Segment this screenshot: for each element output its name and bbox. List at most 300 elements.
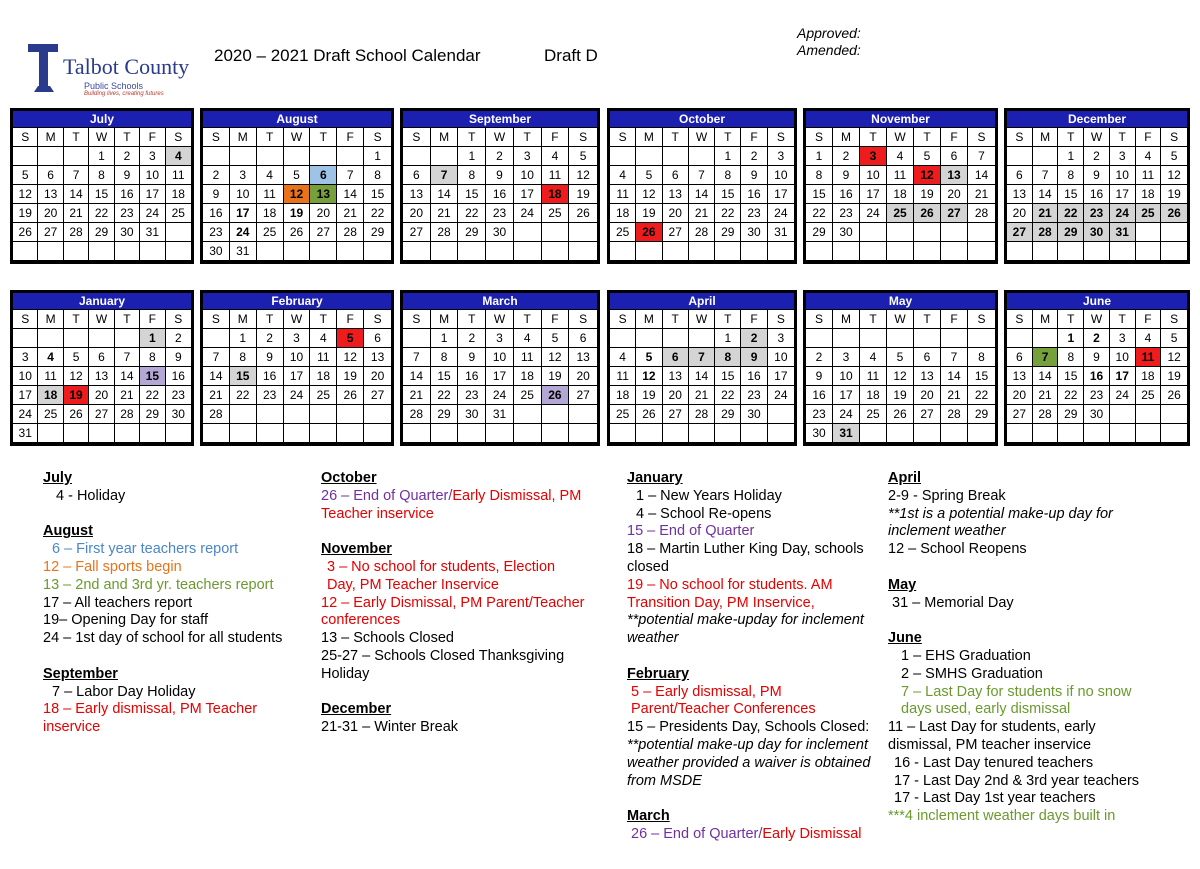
weekday-label: T <box>64 310 89 329</box>
empty-day-cell <box>203 424 230 443</box>
empty-day-cell <box>569 223 597 242</box>
march-heading: March <box>627 808 670 825</box>
month-days-grid <box>403 128 597 261</box>
weekday-label: F <box>337 128 364 147</box>
day-cell: 9 <box>806 367 833 386</box>
weekday-label: W <box>89 310 114 329</box>
day-cell: 25 <box>257 223 284 242</box>
day-cell: 2 <box>257 329 284 348</box>
may-note: 31 – Memorial Day <box>892 594 1014 611</box>
day-cell: 21 <box>203 386 230 405</box>
day-cell: 1 <box>1058 147 1084 166</box>
august-note: 17 – All teachers report <box>43 594 193 611</box>
day-cell: 11 <box>257 185 284 204</box>
day-cell: 18 <box>1136 367 1162 386</box>
day-cell: 1 <box>89 147 114 166</box>
weekday-label: T <box>115 128 140 147</box>
day-cell: 1 <box>230 329 257 348</box>
day-cell: 18 <box>166 185 191 204</box>
january-note: 4 – School Re-opens <box>636 505 772 522</box>
day-cell: 22 <box>364 204 391 223</box>
day-cell: 6 <box>914 348 941 367</box>
april-note: 12 – School Reopens <box>888 541 1027 558</box>
day-cell: 27 <box>1007 405 1033 424</box>
empty-day-cell <box>13 147 38 166</box>
day-cell: 8 <box>89 166 114 185</box>
day-cell: 26 <box>636 405 662 424</box>
day-cell: 20 <box>1007 204 1033 223</box>
weekday-label: M <box>1033 310 1059 329</box>
empty-day-cell <box>1110 242 1136 261</box>
day-cell: 30 <box>458 405 486 424</box>
day-cell: 4 <box>610 166 636 185</box>
day-cell: 13 <box>38 185 63 204</box>
day-cell: 26 <box>337 386 364 405</box>
june-note: 11 – Last Day for students, early dismissal, PM teacher inservice <box>888 719 1096 753</box>
weekday-label: S <box>364 128 391 147</box>
day-cell: 16 <box>1084 185 1110 204</box>
day-cell: 16 <box>833 185 860 204</box>
day-cell: 29 <box>140 405 165 424</box>
weekday-label: S <box>768 128 794 147</box>
day-cell: 24 <box>230 223 257 242</box>
day-cell: 2 <box>458 329 486 348</box>
weekday-label: F <box>1136 310 1162 329</box>
empty-day-cell <box>860 329 887 348</box>
weekday-label: S <box>610 310 636 329</box>
month-days-grid <box>203 310 391 443</box>
day-cell: 25 <box>38 405 63 424</box>
month-title: April <box>610 293 794 310</box>
empty-day-cell <box>1058 242 1084 261</box>
day-cell: 15 <box>1058 367 1084 386</box>
empty-day-cell <box>1161 405 1187 424</box>
day-cell: 1 <box>458 147 486 166</box>
day-cell: 13 <box>941 166 968 185</box>
day-cell: 17 <box>768 185 794 204</box>
weekday-label: W <box>486 310 514 329</box>
day-cell: 25 <box>860 405 887 424</box>
day-cell: 6 <box>941 147 968 166</box>
day-cell: 13 <box>663 367 689 386</box>
day-cell: 2 <box>806 348 833 367</box>
day-cell: 26 <box>1161 386 1187 405</box>
day-cell: 20 <box>403 204 431 223</box>
day-cell: 7 <box>64 166 89 185</box>
day-cell: 21 <box>431 204 459 223</box>
day-cell: 12 <box>1161 348 1187 367</box>
day-cell: 22 <box>968 386 995 405</box>
day-cell: 17 <box>486 367 514 386</box>
day-cell: 25 <box>514 386 542 405</box>
empty-day-cell <box>941 424 968 443</box>
empty-day-cell <box>89 329 114 348</box>
weekday-label: F <box>542 128 570 147</box>
day-cell: 31 <box>13 424 38 443</box>
weekday-label: M <box>38 310 63 329</box>
weekday-label: S <box>569 128 597 147</box>
weekday-label: W <box>887 128 914 147</box>
april-heading: April <box>888 470 922 486</box>
day-cell: 26 <box>542 386 570 405</box>
day-cell: 8 <box>431 348 459 367</box>
empty-day-cell <box>1007 424 1033 443</box>
weekday-label: S <box>13 310 38 329</box>
day-cell: 25 <box>610 405 636 424</box>
day-cell: 9 <box>458 348 486 367</box>
january-note: 15 – End of Quarter <box>627 523 755 540</box>
day-cell: 16 <box>458 367 486 386</box>
day-cell: 30 <box>1084 223 1110 242</box>
day-cell: 6 <box>364 329 391 348</box>
empty-day-cell <box>610 147 636 166</box>
empty-day-cell <box>663 147 689 166</box>
empty-day-cell <box>968 242 995 261</box>
day-cell: 17 <box>514 185 542 204</box>
weekday-label: M <box>38 128 63 147</box>
day-cell: 31 <box>486 405 514 424</box>
empty-day-cell <box>914 242 941 261</box>
day-cell: 8 <box>458 166 486 185</box>
january-heading: January <box>627 470 683 486</box>
day-cell: 14 <box>968 166 995 185</box>
day-cell: 8 <box>715 348 741 367</box>
day-cell: 24 <box>486 386 514 405</box>
day-cell: 23 <box>166 386 191 405</box>
day-cell: 27 <box>89 405 114 424</box>
month-days-grid <box>610 310 794 443</box>
weekday-label: W <box>689 310 715 329</box>
day-cell: 16 <box>806 386 833 405</box>
weekday-label: F <box>140 128 165 147</box>
day-cell: 30 <box>166 405 191 424</box>
day-cell: 29 <box>968 405 995 424</box>
day-cell: 14 <box>203 367 230 386</box>
weekday-label: S <box>13 128 38 147</box>
weekday-label: F <box>741 310 767 329</box>
day-cell: 22 <box>431 386 459 405</box>
empty-day-cell <box>1007 242 1033 261</box>
empty-day-cell <box>364 242 391 261</box>
day-cell: 17 <box>860 185 887 204</box>
day-cell: 1 <box>1058 329 1084 348</box>
september-note: 7 – Labor Day Holiday <box>52 683 196 700</box>
day-cell: 11 <box>514 348 542 367</box>
month-days-grid <box>1007 128 1187 261</box>
empty-day-cell <box>140 242 165 261</box>
day-cell: 23 <box>458 386 486 405</box>
day-cell: 11 <box>166 166 191 185</box>
day-cell: 27 <box>663 405 689 424</box>
weekday-label: W <box>284 128 311 147</box>
empty-day-cell <box>636 424 662 443</box>
empty-day-cell <box>514 223 542 242</box>
month-title: June <box>1007 293 1187 310</box>
day-cell: 15 <box>968 367 995 386</box>
june-heading: June <box>888 630 922 647</box>
empty-day-cell <box>89 424 114 443</box>
weekday-label: S <box>968 128 995 147</box>
day-cell: 10 <box>514 166 542 185</box>
october-note: 26 – End of Quarter/Early Dismissal, PM Teacher inservice <box>321 487 582 522</box>
empty-day-cell <box>64 242 89 261</box>
empty-day-cell <box>542 424 570 443</box>
empty-day-cell <box>13 242 38 261</box>
day-cell: 23 <box>257 386 284 405</box>
weekday-label: S <box>403 310 431 329</box>
weekday-label: T <box>310 128 337 147</box>
month-days-grid <box>610 128 794 261</box>
day-cell: 28 <box>64 223 89 242</box>
empty-day-cell <box>230 405 257 424</box>
empty-day-cell <box>860 223 887 242</box>
day-cell: 6 <box>1007 166 1033 185</box>
district-logo <box>26 40 190 100</box>
day-cell: 28 <box>689 405 715 424</box>
day-cell: 19 <box>569 185 597 204</box>
empty-day-cell <box>1161 424 1187 443</box>
empty-day-cell <box>569 405 597 424</box>
weekday-label: M <box>636 128 662 147</box>
day-cell: 6 <box>403 166 431 185</box>
day-cell: 9 <box>486 166 514 185</box>
empty-day-cell <box>610 424 636 443</box>
day-cell: 9 <box>1084 166 1110 185</box>
day-cell: 14 <box>115 367 140 386</box>
day-cell: 9 <box>741 166 767 185</box>
february-note: 5 – Early dismissal, PM Parent/Teacher Conferences <box>631 683 816 718</box>
empty-day-cell <box>914 329 941 348</box>
day-cell: 29 <box>806 223 833 242</box>
day-cell: 21 <box>968 185 995 204</box>
weekday-label: T <box>860 128 887 147</box>
month-august <box>200 108 394 264</box>
day-cell: 4 <box>1136 329 1162 348</box>
january-note: 19 – No school for students. AM Transition Day, PM Inservice, <box>627 576 833 611</box>
day-cell: 27 <box>364 386 391 405</box>
day-cell: 5 <box>569 147 597 166</box>
day-cell: 12 <box>636 367 662 386</box>
day-cell: 20 <box>663 386 689 405</box>
day-cell: 17 <box>1110 185 1136 204</box>
june-note: 2 – SMHS Graduation <box>901 665 1043 682</box>
month-title: February <box>203 293 391 310</box>
day-cell: 3 <box>768 329 794 348</box>
empty-day-cell <box>689 329 715 348</box>
day-cell: 11 <box>1136 166 1162 185</box>
empty-day-cell <box>115 242 140 261</box>
day-cell: 12 <box>887 367 914 386</box>
day-cell: 13 <box>403 185 431 204</box>
month-days-grid <box>13 128 191 261</box>
empty-day-cell <box>115 329 140 348</box>
day-cell: 11 <box>1136 348 1162 367</box>
day-cell: 3 <box>284 329 311 348</box>
day-cell: 14 <box>403 367 431 386</box>
month-july <box>10 108 194 264</box>
day-cell: 17 <box>1110 367 1136 386</box>
day-cell: 7 <box>431 166 459 185</box>
day-cell: 18 <box>1136 185 1162 204</box>
day-cell: 3 <box>1110 147 1136 166</box>
empty-day-cell <box>514 424 542 443</box>
empty-day-cell <box>257 147 284 166</box>
day-cell: 12 <box>569 166 597 185</box>
approval-block <box>797 25 861 59</box>
day-cell: 20 <box>310 204 337 223</box>
weekday-label: M <box>833 310 860 329</box>
day-cell: 3 <box>230 166 257 185</box>
day-cell: 1 <box>715 147 741 166</box>
day-cell: 17 <box>13 386 38 405</box>
day-cell: 2 <box>833 147 860 166</box>
empty-day-cell <box>833 242 860 261</box>
day-cell: 29 <box>458 223 486 242</box>
empty-day-cell <box>284 242 311 261</box>
day-cell: 24 <box>833 405 860 424</box>
day-cell: 29 <box>1058 223 1084 242</box>
weekday-label: S <box>1007 128 1033 147</box>
day-cell: 15 <box>364 185 391 204</box>
weekday-label: M <box>230 310 257 329</box>
day-cell: 14 <box>689 367 715 386</box>
empty-day-cell <box>364 405 391 424</box>
empty-day-cell <box>1007 329 1033 348</box>
day-cell: 24 <box>140 204 165 223</box>
weekday-label: T <box>715 310 741 329</box>
month-days-grid <box>403 310 597 443</box>
day-cell: 1 <box>715 329 741 348</box>
day-cell: 10 <box>860 166 887 185</box>
day-cell: 20 <box>38 204 63 223</box>
day-cell: 22 <box>715 386 741 405</box>
weekday-label: W <box>284 310 311 329</box>
day-cell: 11 <box>310 348 337 367</box>
day-cell: 21 <box>115 386 140 405</box>
month-december <box>1004 108 1190 264</box>
weekday-label: M <box>1033 128 1059 147</box>
empty-day-cell <box>860 424 887 443</box>
empty-day-cell <box>115 424 140 443</box>
day-cell: 31 <box>1110 223 1136 242</box>
weekday-label: F <box>542 310 570 329</box>
day-cell: 28 <box>337 223 364 242</box>
day-cell: 19 <box>13 204 38 223</box>
day-cell: 21 <box>403 386 431 405</box>
february-note: 15 – Presidents Day, Schools Closed: **potential make-up day for inclement weather provided a waiver is obtained from MSDE <box>627 719 871 789</box>
january-note: 18 – Martin Luther King Day, schools closed <box>627 541 864 575</box>
day-cell: 12 <box>542 348 570 367</box>
day-cell: 10 <box>768 348 794 367</box>
day-cell: 9 <box>203 185 230 204</box>
day-cell: 23 <box>1084 386 1110 405</box>
day-cell: 21 <box>689 204 715 223</box>
july-note: 4 - Holiday <box>56 487 126 504</box>
day-cell: 20 <box>364 367 391 386</box>
day-cell: 28 <box>968 204 995 223</box>
day-cell: 8 <box>806 166 833 185</box>
empty-day-cell <box>337 242 364 261</box>
day-cell: 19 <box>1161 367 1187 386</box>
day-cell: 7 <box>337 166 364 185</box>
weekday-label: F <box>941 310 968 329</box>
weekday-label: W <box>689 128 715 147</box>
empty-day-cell <box>1136 405 1162 424</box>
day-cell: 31 <box>230 242 257 261</box>
empty-day-cell <box>257 424 284 443</box>
empty-day-cell <box>38 424 63 443</box>
day-cell: 28 <box>1033 405 1059 424</box>
day-cell: 9 <box>741 348 767 367</box>
empty-day-cell <box>166 242 191 261</box>
empty-day-cell <box>38 242 63 261</box>
month-title: January <box>13 293 191 310</box>
day-cell: 10 <box>13 367 38 386</box>
day-cell: 5 <box>337 329 364 348</box>
empty-day-cell <box>284 147 311 166</box>
day-cell: 6 <box>663 166 689 185</box>
day-cell: 1 <box>364 147 391 166</box>
empty-day-cell <box>768 242 794 261</box>
october-heading: October <box>321 470 377 486</box>
day-cell: 10 <box>833 367 860 386</box>
weekday-label: T <box>257 128 284 147</box>
day-cell: 6 <box>38 166 63 185</box>
weekday-label: T <box>1110 310 1136 329</box>
day-cell: 13 <box>663 185 689 204</box>
month-days-grid <box>1007 310 1187 443</box>
day-cell: 27 <box>310 223 337 242</box>
day-cell: 29 <box>715 405 741 424</box>
day-cell: 28 <box>403 405 431 424</box>
day-cell: 26 <box>887 405 914 424</box>
day-cell: 16 <box>741 185 767 204</box>
empty-day-cell <box>1161 223 1187 242</box>
day-cell: 25 <box>542 204 570 223</box>
day-cell: 27 <box>1007 223 1033 242</box>
day-cell: 7 <box>203 348 230 367</box>
weekday-label: W <box>1084 128 1110 147</box>
month-title: November <box>806 111 995 128</box>
empty-day-cell <box>257 242 284 261</box>
day-cell: 9 <box>257 348 284 367</box>
day-cell: 17 <box>230 204 257 223</box>
month-title: October <box>610 111 794 128</box>
weekday-label: S <box>1161 310 1187 329</box>
day-cell: 17 <box>140 185 165 204</box>
day-cell: 30 <box>486 223 514 242</box>
day-cell: 23 <box>486 204 514 223</box>
empty-day-cell <box>486 424 514 443</box>
june-note: 17 - Last Day 2nd & 3rd year teachers <box>894 772 1140 789</box>
december-note: 21-31 – Winter Break <box>321 719 459 736</box>
day-cell: 11 <box>38 367 63 386</box>
weekday-label: T <box>115 310 140 329</box>
empty-day-cell <box>887 329 914 348</box>
empty-day-cell <box>458 242 486 261</box>
weekday-label: F <box>941 128 968 147</box>
day-cell: 15 <box>431 367 459 386</box>
day-cell: 25 <box>310 386 337 405</box>
day-cell: 5 <box>13 166 38 185</box>
weekday-label: F <box>741 128 767 147</box>
day-cell: 11 <box>887 166 914 185</box>
day-cell: 5 <box>914 147 941 166</box>
weekday-label: W <box>1084 310 1110 329</box>
day-cell: 4 <box>860 348 887 367</box>
day-cell: 26 <box>1161 204 1187 223</box>
empty-day-cell <box>431 242 459 261</box>
